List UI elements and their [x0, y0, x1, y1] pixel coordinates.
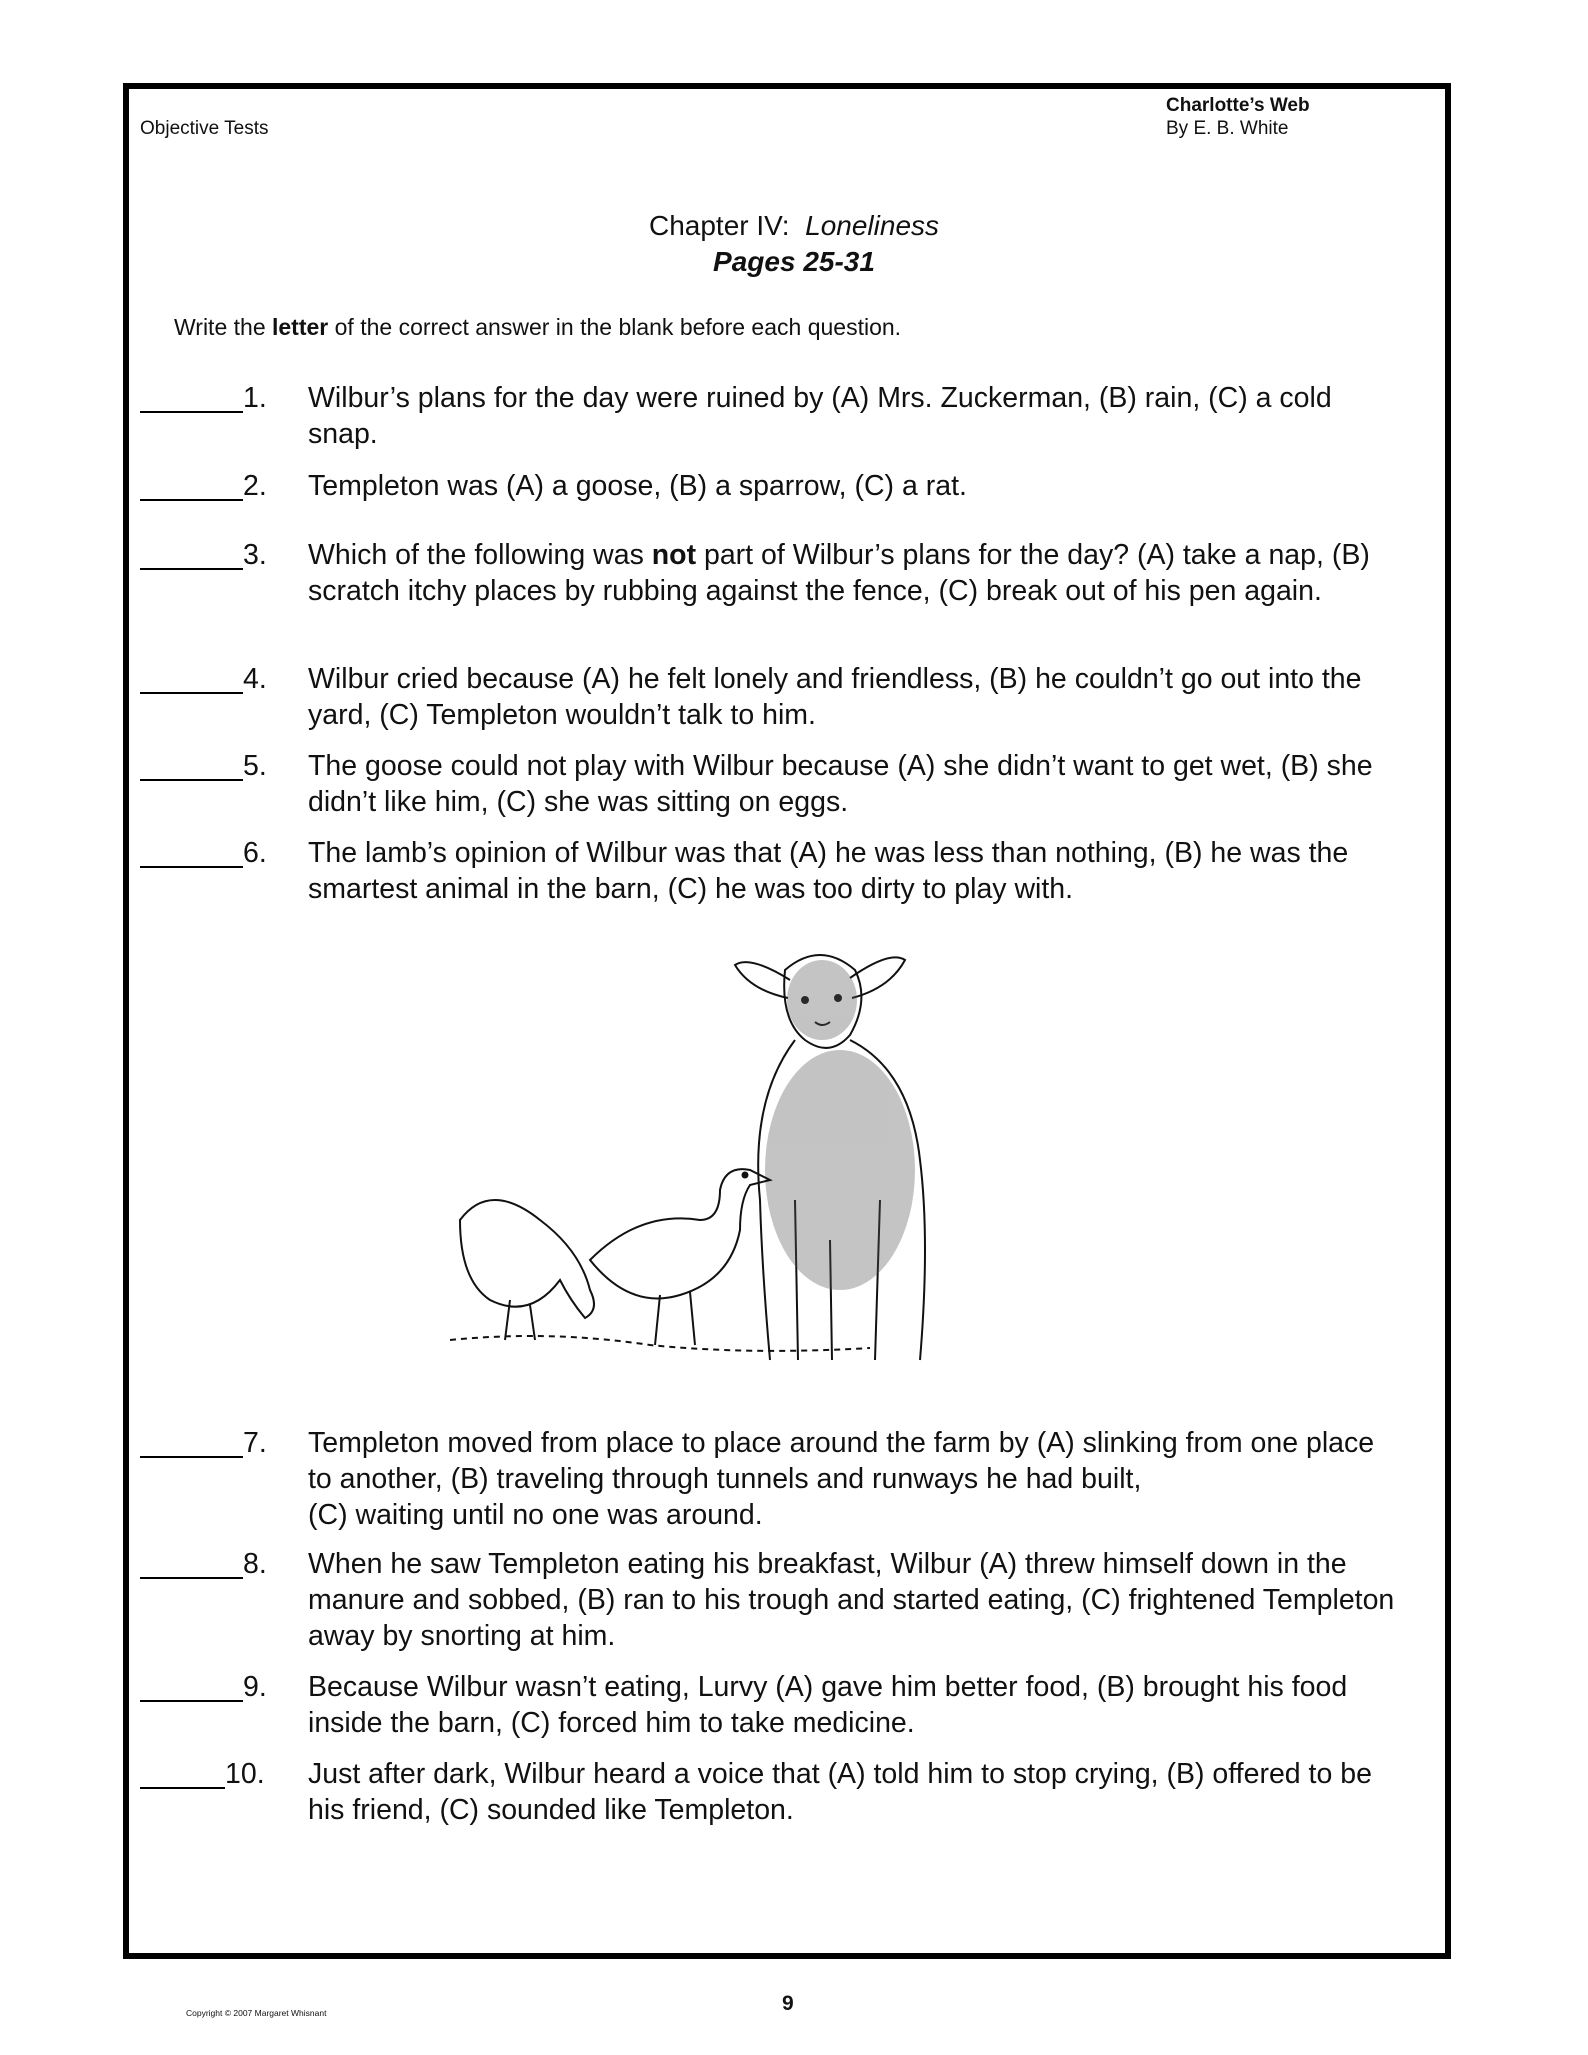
question-number: 8.: [243, 1548, 267, 1580]
answer-blank[interactable]: [140, 748, 243, 781]
answer-blank[interactable]: [140, 380, 243, 413]
question-text: The goose could not play with Wilbur because (A) she didn’t want to get wet, (B) she didn’t like him, (C) she was sitting on eggs.: [308, 750, 1373, 818]
question-8: [140, 1546, 1400, 1654]
answer-blank[interactable]: [140, 835, 243, 868]
ground-line: [450, 1336, 870, 1351]
question-number: 2.: [243, 470, 267, 502]
chapter-label: Chapter IV:: [648, 210, 790, 241]
question-number: 4.: [243, 663, 267, 695]
question-number: 5.: [243, 750, 267, 782]
book-author: By E. B. White: [1166, 118, 1289, 139]
answer-blank[interactable]: [140, 1425, 243, 1458]
header-right: [1166, 94, 1310, 140]
question-text: Wilbur’s plans for the day were ruined by (A) Mrs. Zuckerman, (B) rain, (C) a cold snap.: [308, 382, 1332, 450]
instructions: Write the letter of the correct answer in the blank before each question.: [174, 314, 902, 340]
answer-blank[interactable]: [140, 661, 243, 694]
chapter-pages: Pages 25-31: [713, 246, 875, 277]
question-number: 3.: [243, 539, 267, 571]
goose-left: [460, 1200, 594, 1318]
question-2: [140, 468, 1400, 504]
question-number: 7.: [243, 1427, 267, 1459]
question-text: When he saw Templeton eating his breakfast, Wilbur (A) threw himself down in the manure and sobbed, (B) ran to his trough and started eating, (C) frightened Templeton away by snorting at him.: [308, 1548, 1395, 1652]
question-6: [140, 835, 1400, 907]
question-number: 1.: [243, 382, 267, 414]
answer-blank[interactable]: [140, 537, 243, 570]
chapter-name: Loneliness: [805, 210, 940, 241]
answer-blank[interactable]: [140, 1669, 243, 1702]
lamb-ear-left: [735, 962, 790, 998]
question-text: Templeton was (A) a goose, (B) a sparrow, (C) a rat.: [308, 470, 967, 502]
chapter-title: [0, 210, 1588, 242]
question-5: [140, 748, 1400, 820]
answer-blank[interactable]: [140, 1756, 225, 1789]
question-text: Templeton moved from place to place around the farm by (A) slinking from one place to another, (B) traveling through tunnels and runways he had built, (C) waiting until no one was around.: [308, 1427, 1375, 1531]
question-number: 10.: [225, 1758, 265, 1790]
question-1: [140, 380, 1400, 452]
question-9: [140, 1669, 1400, 1741]
question-number: 9.: [243, 1671, 267, 1703]
lamb-and-geese-illustration: [450, 940, 1090, 1380]
question-number: 6.: [243, 837, 267, 869]
answer-blank[interactable]: [140, 1546, 243, 1579]
question-3: [140, 537, 1400, 609]
answer-blank[interactable]: [140, 468, 243, 501]
book-title: Charlotte’s Web: [1166, 95, 1310, 116]
question-text: Just after dark, Wilbur heard a voice that (A) told him to stop crying, (B) offered to be his friend, (C) sounded like Templeton.: [308, 1758, 1372, 1826]
question-text: Because Wilbur wasn’t eating, Lurvy (A) gave him better food, (B) brought his food inside the barn, (C) forced him to take medicine.: [308, 1671, 1348, 1739]
goose-right: [590, 1169, 770, 1298]
question-text: The lamb’s opinion of Wilbur was that (A) he was less than nothing, (B) he was the smartest animal in the barn, (C) he was too dirty to play with.: [308, 837, 1349, 905]
question-text: Wilbur cried because (A) he felt lonely and friendless, (B) he couldn’t go out into the yard, (C) Templeton wouldn’t talk to him.: [308, 663, 1362, 731]
copyright: Copyright © 2007 Margaret Whisnant: [186, 2008, 327, 2018]
question-4: [140, 661, 1400, 733]
page-number: 9: [782, 1992, 794, 2015]
question-10: [140, 1756, 1400, 1828]
header-left: Objective Tests: [140, 118, 269, 139]
question-text: Which of the following was not part of Wilbur’s plans for the day? (A) take a nap, (B) scratch itchy places by rubbing against the fence, (C) break out of his pen again.: [308, 539, 1370, 607]
question-7: [140, 1425, 1400, 1533]
